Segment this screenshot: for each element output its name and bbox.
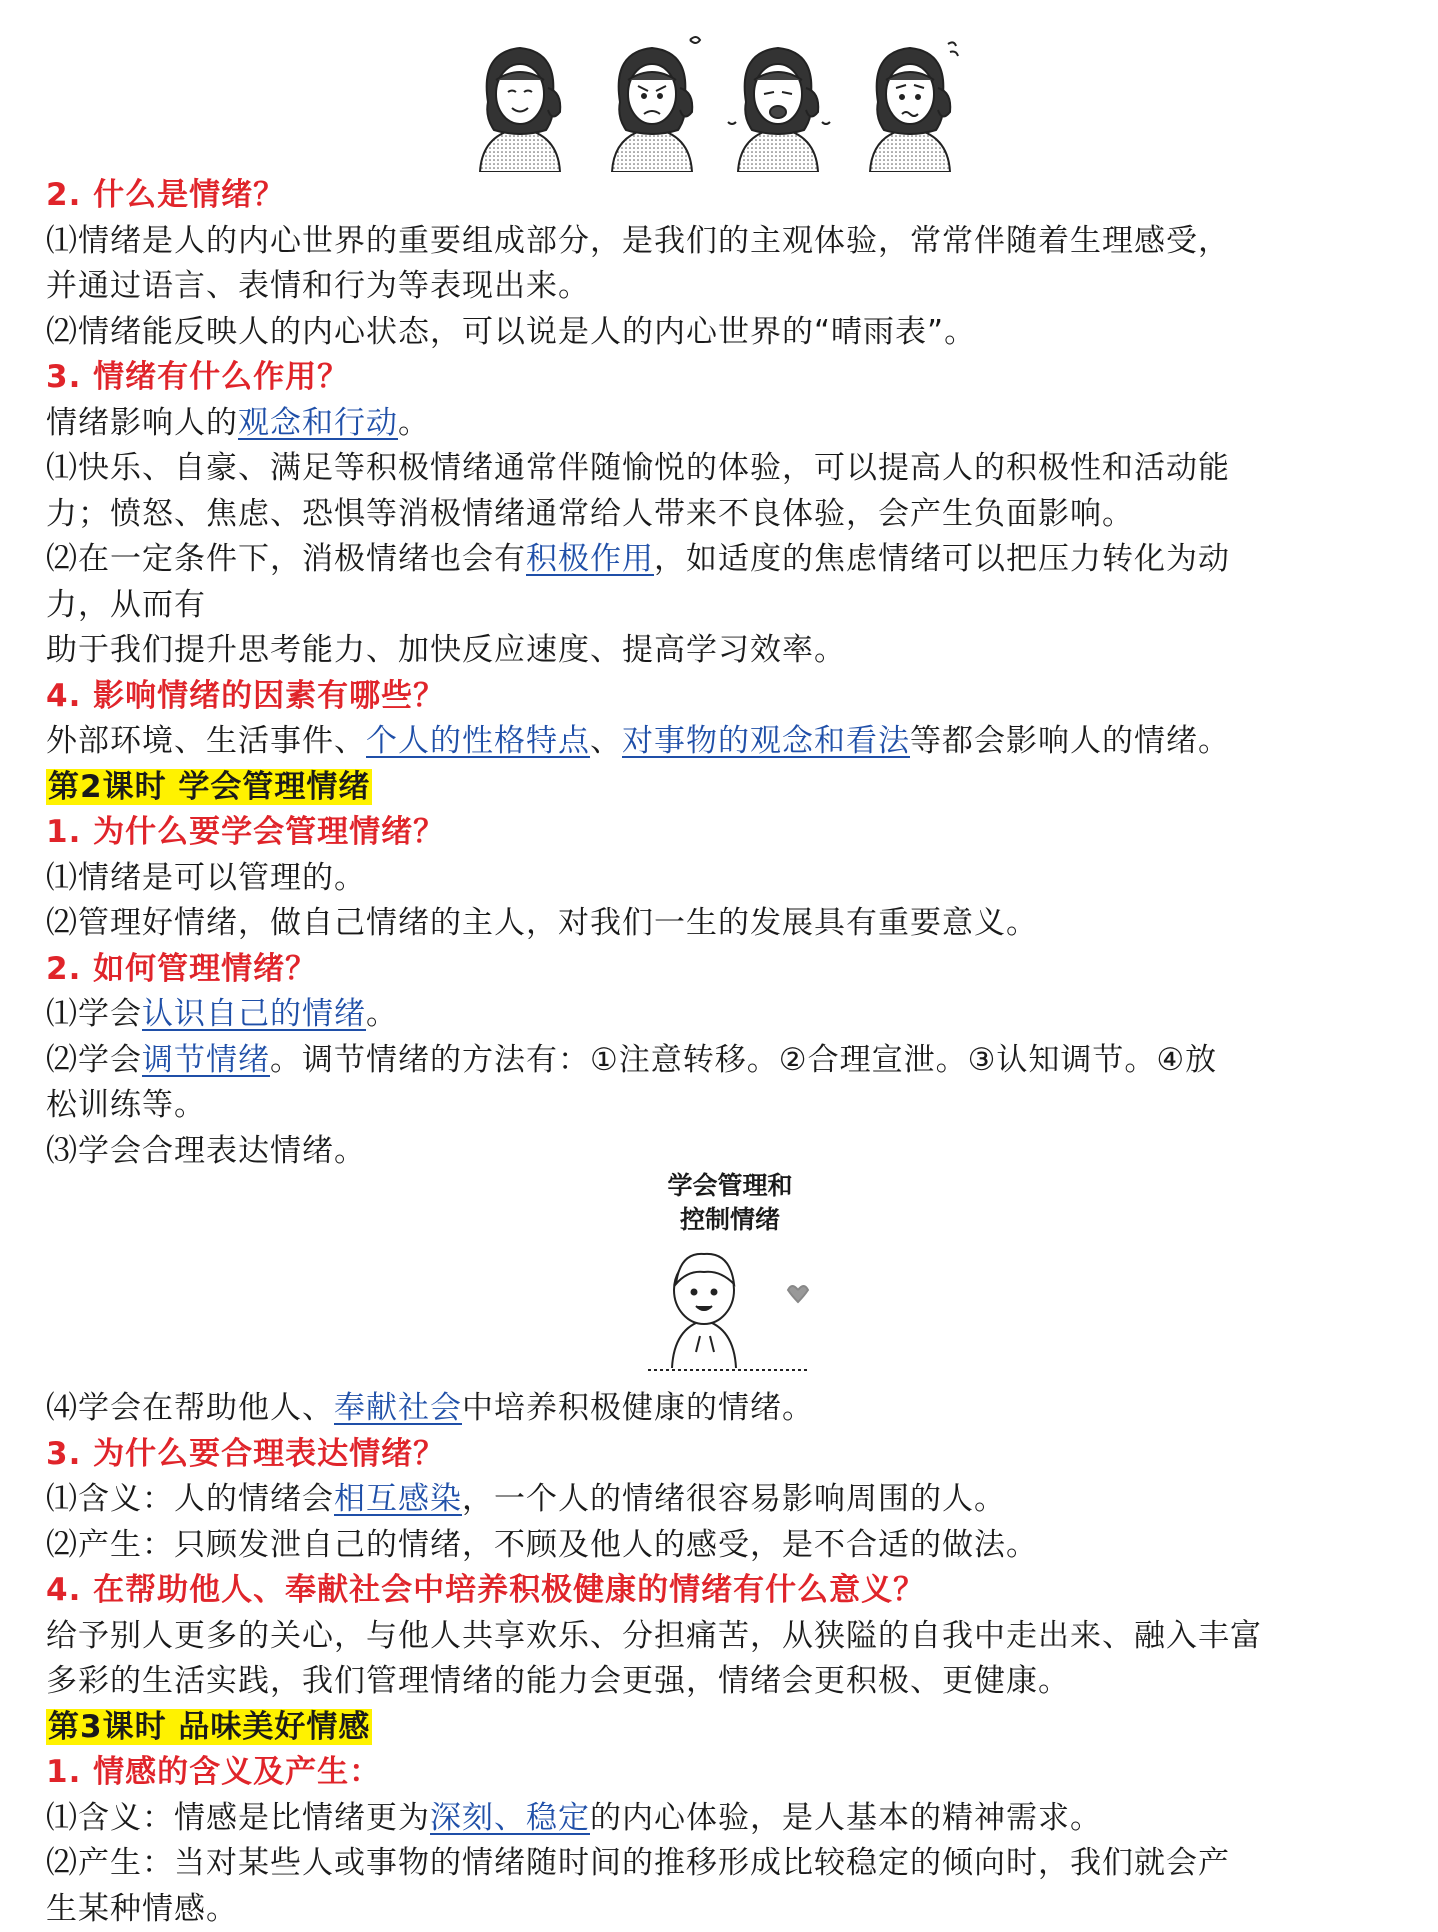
key-term: 观念和行动 [238, 405, 398, 441]
text: ⑴学会 [46, 996, 142, 1032]
angry-girl-icon [612, 37, 700, 172]
paragraph: 力，从而有 [46, 583, 1416, 629]
key-term: 奉献社会 [334, 1390, 462, 1426]
key-term: 深刻、稳定 [430, 1800, 590, 1836]
paragraph: 生某种情感。 [46, 1887, 1416, 1932]
text: 、 [590, 723, 622, 759]
smiling-boy-icon [600, 1240, 860, 1390]
heading-emotion-function: 3. 情绪有什么作用？ [46, 355, 1416, 401]
text: ⑵学会 [46, 1042, 142, 1078]
paragraph [46, 401, 1416, 447]
text: 。调节情绪的方法有：①注意转移。②合理宣泄。③认知调节。④放 [270, 1042, 1217, 1078]
paragraph [46, 992, 1416, 1038]
text: 外部环境、生活事件、 [46, 723, 366, 759]
key-term: 相互感染 [334, 1481, 462, 1517]
heading-why-manage: 1. 为什么要学会管理情绪？ [46, 810, 1416, 856]
lesson-title-text: 第3课时 品味美好情感 [46, 1709, 372, 1745]
paragraph: 多彩的生活实践，我们管理情绪的能力会更强，情绪会更积极、更健康。 [46, 1659, 1416, 1705]
crying-girl-icon [728, 48, 830, 172]
text: ⑴含义：情感是比情绪更为 [46, 1800, 430, 1836]
worried-girl-icon [870, 42, 958, 172]
section-what-is-emotion [46, 173, 1416, 1174]
paragraph [46, 719, 1416, 765]
key-term: 对事物的观念和看法 [622, 723, 910, 759]
paragraph [46, 1796, 1416, 1842]
paragraph: ⑴情绪是可以管理的。 [46, 856, 1416, 902]
lesson-title-text: 第2课时 学会管理情绪 [46, 769, 372, 805]
text: ⑴含义：人的情绪会 [46, 1481, 334, 1517]
text: 情绪影响人的 [46, 405, 238, 441]
text: ⑵在一定条件下，消极情绪也会有 [46, 541, 526, 577]
heading-what-is-emotion: 2. 什么是情绪？ [46, 173, 1416, 219]
key-term: 认识自己的情绪 [142, 996, 366, 1032]
text: 。 [398, 405, 430, 441]
paragraph [46, 1038, 1416, 1084]
heading-influencing-factors: 4. 影响情绪的因素有哪些？ [46, 674, 1416, 720]
paragraph [46, 1477, 1416, 1523]
illustration-caption-line1: 学会管理和 [630, 1170, 830, 1202]
heading-meaning: 4. 在帮助他人、奉献社会中培养积极健康的情绪有什么意义？ [46, 1568, 1416, 1614]
text: 等都会影响人的情绪。 [910, 723, 1230, 759]
paragraph: 并通过语言、表情和行为等表现出来。 [46, 264, 1416, 310]
text: ，一个人的情绪很容易影响周围的人。 [462, 1481, 1006, 1517]
paragraph [46, 537, 1416, 583]
paragraph: 助于我们提升思考能力、加快反应速度、提高学习效率。 [46, 628, 1416, 674]
lesson-3-title [46, 1705, 1416, 1751]
section-lesson-2-continued [46, 1386, 1416, 1932]
lesson-2-title [46, 765, 1416, 811]
paragraph: ⑴情绪是人的内心世界的重要组成部分，是我们的主观体验，常常伴随着生理感受， [46, 219, 1416, 265]
key-term: 调节情绪 [142, 1042, 270, 1078]
paragraph: ⑶学会合理表达情绪。 [46, 1129, 1416, 1175]
text: ⑷学会在帮助他人、 [46, 1390, 334, 1426]
paragraph: ⑵管理好情绪，做自己情绪的主人，对我们一生的发展具有重要意义。 [46, 901, 1416, 947]
paragraph: ⑵产生：当对某些人或事物的情绪随时间的推移形成比较稳定的倾向时，我们就会产 [46, 1841, 1416, 1887]
text: 。 [366, 996, 398, 1032]
text: 的内心体验，是人基本的精神需求。 [590, 1800, 1102, 1836]
paragraph [46, 1386, 1416, 1432]
key-term: 个人的性格特点 [366, 723, 590, 759]
happy-girl-icon [480, 48, 560, 172]
paragraph: 松训练等。 [46, 1083, 1416, 1129]
heading-why-express: 3. 为什么要合理表达情绪？ [46, 1432, 1416, 1478]
paragraph: ⑵情绪能反映人的内心状态，可以说是人的内心世界的“晴雨表”。 [46, 310, 1416, 356]
heading-how-manage: 2. 如何管理情绪？ [46, 947, 1416, 993]
text: ，如适度的焦虑情绪可以把压力转化为动 [654, 541, 1230, 577]
emotion-faces-illustration [460, 22, 980, 172]
paragraph: 给予别人更多的关心，与他人共享欢乐、分担痛苦，从狭隘的自我中走出来、融入丰富 [46, 1614, 1416, 1660]
heading-feeling-meaning: 1. 情感的含义及产生： [46, 1750, 1416, 1796]
paragraph: 力；愤怒、焦虑、恐惧等消极情绪通常给人带来不良体验，会产生负面影响。 [46, 492, 1416, 538]
paragraph: ⑵产生：只顾发泄自己的情绪，不顾及他人的感受，是不合适的做法。 [46, 1523, 1416, 1569]
manage-emotions-illustration [600, 1170, 860, 1390]
illustration-caption-line2: 控制情绪 [630, 1204, 830, 1236]
text: 中培养积极健康的情绪。 [462, 1390, 814, 1426]
paragraph: ⑴快乐、自豪、满足等积极情绪通常伴随愉悦的体验，可以提高人的积极性和活动能 [46, 446, 1416, 492]
key-term: 积极作用 [526, 541, 654, 577]
